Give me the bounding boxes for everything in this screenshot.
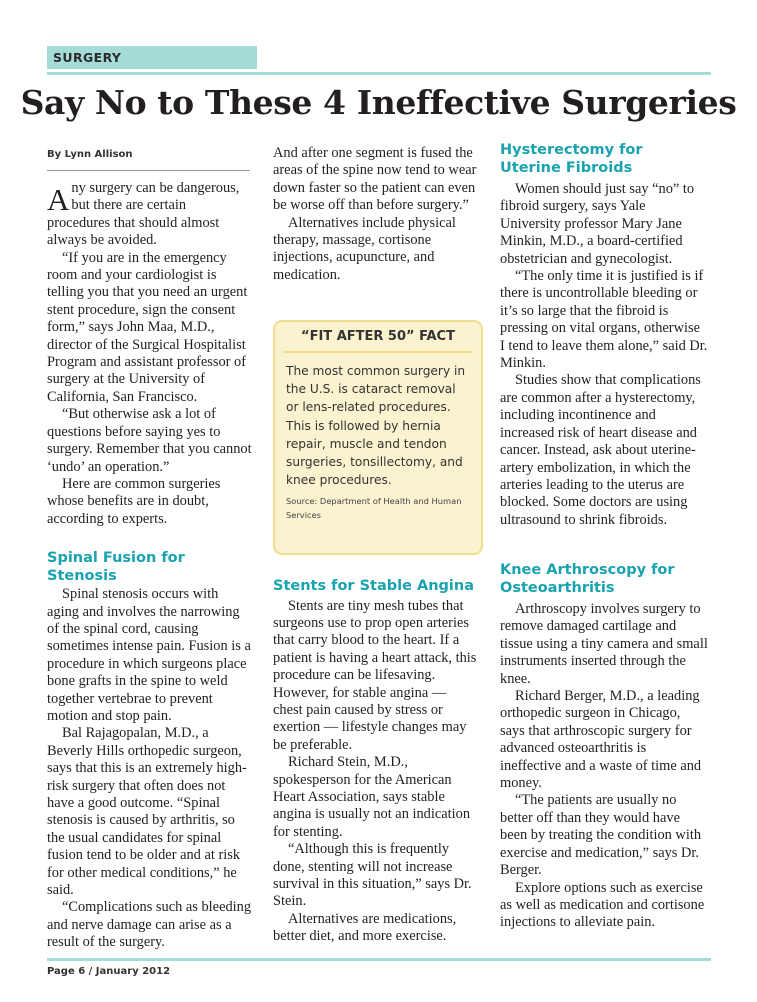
drop-cap: A [47, 182, 70, 217]
stents-paragraph-4: Alternatives are medications, better diet, and more exercise. [273, 910, 457, 945]
fact-box-body: The most common surgery in the U.S. is cataract removal or lens-related procedures. This is followed by hernia repair, muscle and tendon surgeries, tonsillectomy, and knee procedures. [286, 364, 466, 488]
page-footer: Page 6 / January 2012 [47, 966, 171, 977]
fact-box-title: “FIT AFTER 50” FACT [283, 329, 473, 353]
section-heading-stents: Stents for Stable Angina [273, 578, 475, 594]
knee-paragraph-3: “The patients are usually no better off than they would have been by treating the condition with exercise and medication,” says Dr. Berger. [500, 792, 702, 879]
column-3 [500, 142, 708, 529]
spinal-paragraph-1: Spinal stenosis occurs with aging and involves the narrowing of the spinal cord, causing sometimes intense pain. Fusion is a procedure in which surgeons place bone grafts in the spine to weld together vertebrae to prevent motion and stop pain. [47, 586, 251, 724]
intro-paragraph-1: Any surgery can be dangerous, but there are certain procedures that should almost always be avoided. [47, 180, 240, 249]
page-title: Say No to These 4 Ineffective Surgeries [20, 83, 737, 122]
intro-paragraph-4: Here are common surgeries whose benefits are in doubt, according to experts. [47, 475, 221, 527]
hysterectomy-paragraph-2: “The only time it is justified is if there is uncontrollable bleeding or it’s so large that the fibroid is pressing on vital organs, otherwise I tend to leave them alone,” said Dr. Minkin. [500, 268, 708, 372]
byline: By Lynn Allison [47, 149, 133, 160]
top-divider [47, 72, 711, 75]
stents-paragraph-2: Richard Stein, M.D., spokesperson for the American Heart Association, says stable angina is usually not an indication for stenting. [273, 754, 471, 840]
hysterectomy-paragraph-1: Women should just say “no” to fibroid surgery, says Yale University professor Mary Jane Minkin, M.D., a board-certified obstetrician and gynecologist. [500, 181, 695, 267]
section-heading-hysterectomy: Hysterectomy for Uterine Fibroids [500, 142, 643, 176]
spinal-paragraph-3: “Complications such as bleeding and nerve damage can arise as a result of the surgery. [47, 899, 252, 951]
knee-paragraph-1: Arthroscopy involves surgery to remove damaged cartilage and tissue using a tiny camera and small instruments inserted through the knee. [500, 601, 708, 687]
stents-paragraph-1: Stents are tiny mesh tubes that surgeons use to prop open arteries that carry blood to the heart. If a patient is having a heart attack, this procedure can be lifesaving. However, for stable angina — chest pain caused by stress or exertion — lifestyle changes may be preferable. [273, 597, 477, 753]
column-2 [273, 145, 478, 284]
column-1 [47, 180, 252, 952]
section-label: SURGERY [47, 46, 257, 69]
knee-paragraph-4: Explore options such as exercise as well as medication and cortisone injections to alleviate pain. [500, 879, 705, 931]
intro-paragraph-3: “But otherwise ask a lot of questions before saying yes to surgery. Remember that you cannot ‘undo’ an operation.” [47, 406, 252, 475]
section-heading-knee: Knee Arthroscopy for Osteoarthritis [500, 562, 675, 596]
section-heading-spinal: Spinal Fusion for Stenosis [47, 550, 185, 584]
hysterectomy-paragraph-3: Studies show that complications are common after a hysterectomy, including incontinence and increased risk of heart disease and cancer. Instead, ask about uterine-artery embolization, in which the arteries leading to the uterus are blocked. Some doctors are using ultrasound to shrink fibroids. [500, 372, 701, 528]
spinal-paragraph-5: Alternatives include physical therapy, massage, cortisone injections, acupuncture, and medication. [273, 214, 456, 283]
stents-paragraph-3: “Although this is frequently done, stenting will not increase survival in this situation,” says Dr. Stein. [273, 841, 472, 910]
column-2-lower [273, 578, 478, 946]
bottom-divider [47, 958, 711, 961]
knee-paragraph-2: Richard Berger, M.D., a leading orthopedic surgeon in Chicago, says that arthroscopic surgery for advanced osteoarthritis is ineffective and a waste of time and money. [500, 688, 702, 792]
byline-divider [47, 170, 250, 171]
intro-paragraph-2: “If you are in the emergency room and your cardiologist is telling you that you need an urgent stent procedure, sign the consent form,” says John Maa, M.D., director of the Surgical Hospitalist Program and assistant professor of surgery at the University of California, San Francisco. [47, 249, 248, 405]
fact-box-source: Source: Department of Health and Human Services [286, 496, 462, 520]
column-3-lower [500, 562, 708, 932]
spinal-paragraph-2: Bal Rajagopalan, M.D., a Beverly Hills orthopedic surgeon, says that this is an extremely high-risk surgery that often does not have a good outcome. “Spinal stenosis is caused by arthritis, so the usual candidates for spinal fusion tend to be older and at risk for other medical conditions,” he said. [47, 725, 247, 899]
fact-box [273, 320, 483, 555]
spinal-paragraph-4: And after one segment is fused the areas of the spine now tend to wear down faster so the patient can even be worse off than before surgery.” [273, 145, 477, 214]
